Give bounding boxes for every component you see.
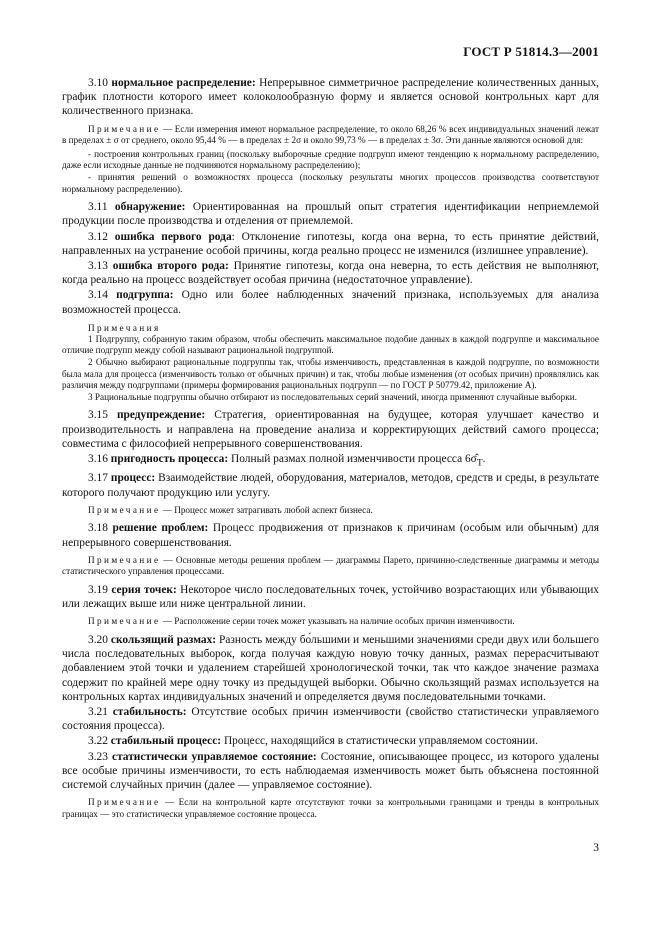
document-header: ГОСТ Р 51814.3—2001: [463, 44, 599, 59]
clause-text: Полный размах полной изменчивости процесса 6σ̂: [231, 452, 477, 465]
clause-text: Одно или более наблюденных значений признака, используемых для анализа возможностей процесса.: [62, 289, 599, 316]
clause-term: решение проблем:: [112, 522, 209, 535]
note-3-14-2: 2 Обычно выбирают рациональные подгруппы так, чтобы изменчивость, представленная в каждой подгруппе, по возможности была мала для процесса (изменчивость только от обычных причин) и так, чтобы любые изменения (от особых причин) проявлялись как различия между подгруппами (примеры формирования рациональных подгрупп — по ГОСТ Р 50779.42, приложение А).: [62, 356, 599, 391]
clause-3-11: [62, 200, 599, 228]
clause-number: 3.17: [88, 472, 108, 485]
note-3-10-bullet-1: - построения контрольных границ (поскольку выборочные средние подгрупп имеют тенденцию к нормальному распределению, даже если исходные данные не подчиняются нормальному распределению);: [62, 148, 599, 171]
note-3-14-1: 1 Подгруппу, собранную таким образом, чтобы обеспечить максимальное подобие данных в каждой подгруппе и максимальное отличие подгрупп между собой называют рациональной подгруппой.: [62, 333, 599, 356]
clause-term: нормальное распределение:: [111, 77, 256, 89]
note-text: — Процесс может затрагивать любой аспект бизнеса.: [162, 504, 373, 515]
note-3-19: [62, 616, 599, 628]
clause-text: Непрерывное симметричное распределение количественных данных, график плотности которого имеет колоколообразную форму и является основой контрольных карт для количественного признака.: [62, 77, 599, 118]
clause-number: 3.22: [88, 735, 108, 748]
clause-3-14: [62, 288, 599, 316]
note-text: — Основные методы решения проблем — диаграммы Парето, причинно-следственные диаграммы и методы статистического управления процессами.: [62, 554, 599, 577]
clause-text: Процесс продвижения от признаков к причинам (особым или обычным) для непрерывного совершенствования.: [62, 522, 599, 549]
note-label: Примечание: [88, 504, 161, 515]
clause-3-18: [62, 521, 599, 549]
note-text: — Расположение серии точек может указывать на наличие особых причин изменчивости.: [162, 616, 515, 627]
notes-label: Примечания: [88, 322, 161, 333]
clause-number: 3.23: [88, 750, 108, 763]
clause-text: Принятие гипотезы, когда она неверна, то есть действия не выполняют, когда реально на процесс воздействует особая причина (недостаточное управление).: [62, 259, 599, 287]
clause-text: Состояние, описывающее процесс, из которого удалены все особые причины изменчивости, то есть наблюдаемая изменчивость может быть объяснена постоянной системой случайных причин (далее — управляемое состояние).: [62, 750, 599, 792]
clause-number: 3.10: [88, 77, 108, 89]
clause-text: Стратегия, ориентированная на будущее, которая улучшает качество и производительность и направлена на проведение анализа и корректирующих действий самого процесса; совместима с философией непрерывного совершенствования.: [62, 409, 599, 450]
note-3-10-bullet-2: - принятия решений о возможностях процесса (поскольку результаты многих процессов производства соответствуют нормальному распределению).: [62, 171, 599, 194]
clause-term: стабильность:: [112, 706, 187, 719]
clause-number: 3.18: [88, 522, 108, 535]
clause-3-23: [62, 750, 599, 793]
note-3-18: [62, 555, 599, 578]
clause-text: Разность между бо́льшими и меньшими значениями среди двух или большего числа последовательных выборок, когда получая каждую новую точку данных, размах перерасчитывают добавлением этой точки и удалением старейшей хронологической точки, так что каждое значение размаха содержит по крайней мере одну точку из предыдущей выборки. Обычно скользящий размах используется на контрольных картах индивидуальных значений и определяется двумя последовательными точками.: [62, 634, 599, 703]
note-label: Примечание: [88, 554, 161, 565]
clause-term: скользящий размах:: [110, 634, 217, 647]
clause-number: 3.12: [88, 230, 108, 243]
clause-term: подгруппа:: [116, 289, 174, 302]
sigma-subscript: T: [476, 458, 483, 469]
clause-3-12: [62, 230, 599, 258]
clause-term: пригодность процесса:: [110, 452, 229, 465]
clause-number: 3.14: [88, 289, 108, 302]
clause-text: Взаимодействие людей, оборудования, материалов, методов, средств и среды, в результате которого получают продукцию или услугу.: [62, 472, 599, 499]
clause-term: статистически управляемое состояние:: [112, 750, 317, 763]
clause-number: 3.20: [88, 634, 108, 647]
clause-number: 3.16: [88, 452, 108, 465]
clause-3-15: [62, 408, 599, 451]
clause-number: 3.21: [88, 706, 108, 719]
clause-text: Отсутствие особых причин изменчивости (свойство статистически управляемого состояния процесса).: [62, 706, 599, 733]
clause-number: 3.13: [88, 259, 108, 272]
clause-3-13: [62, 259, 599, 287]
clause-term: стабильный процесс:: [110, 735, 222, 748]
note-text: — Если на контрольной карте отсутствуют точки за контрольными границами и тренды в контрольных границах — это статистически управляемое состояние процесса.: [62, 797, 600, 819]
note-3-17: [62, 505, 599, 517]
clause-term: обнаружение:: [114, 201, 186, 214]
clause-term: предупреждение:: [116, 409, 206, 422]
clause-number: 3.11: [88, 201, 108, 214]
clause-text: Процесс, находящийся в статистически управляемом состоянии.: [223, 735, 538, 748]
clause-term: ошибка второго рода:: [112, 259, 229, 272]
note-3-23: [62, 797, 599, 820]
note-3-10: [62, 124, 599, 147]
clause-3-19: [62, 583, 599, 611]
note-label: Примечание: [88, 616, 161, 627]
clause-3-10: [62, 76, 599, 119]
clause-number: 3.19: [88, 584, 108, 597]
clause-term: серия точек:: [111, 584, 177, 597]
clause-text: Ориентированная на прошлый опыт стратегия идентификации неприемлемой продукции после производства и отделения от приемлемой.: [62, 201, 599, 228]
clause-number: 3.15: [88, 409, 108, 422]
note-label: Примечание: [88, 797, 161, 808]
page-number: 3: [593, 842, 599, 854]
document-body: [62, 76, 599, 822]
clause-term: ошибка первого рода: [114, 230, 232, 243]
note-text: — Если измерения имеют нормальное распределение, то около 68,26 % всех индивидуальных значений лежат в пределах ± σ от среднего, около 95,44 % — в пределах ± 2σ и около 99,73 % — в пределах ± 3σ. Эти данные являются основой для:: [62, 123, 599, 146]
clause-end: .: [482, 452, 486, 465]
clause-text: Некоторое число последовательных точек, устойчиво возрастающих или убывающих или лежащих выше или ниже центральной линии.: [62, 584, 599, 611]
clause-3-16: [62, 452, 599, 470]
clause-text: : Отклонение гипотезы, когда она верна, то есть принятие действий, направленных на устранение особой причины, когда реально процесс не изменился (излишнее управление).: [62, 230, 599, 257]
clause-3-22: [62, 734, 599, 748]
clause-term: процесс:: [110, 472, 156, 485]
note-3-14-3: 3 Рациональные подгруппы обычно отбирают из последовательных серий значений, иногда применяют случайные выборки.: [88, 391, 577, 402]
clause-3-21: [62, 705, 599, 733]
clause-3-20: [62, 633, 599, 704]
clause-3-17: [62, 471, 599, 499]
note-label: Примечание: [88, 123, 161, 134]
